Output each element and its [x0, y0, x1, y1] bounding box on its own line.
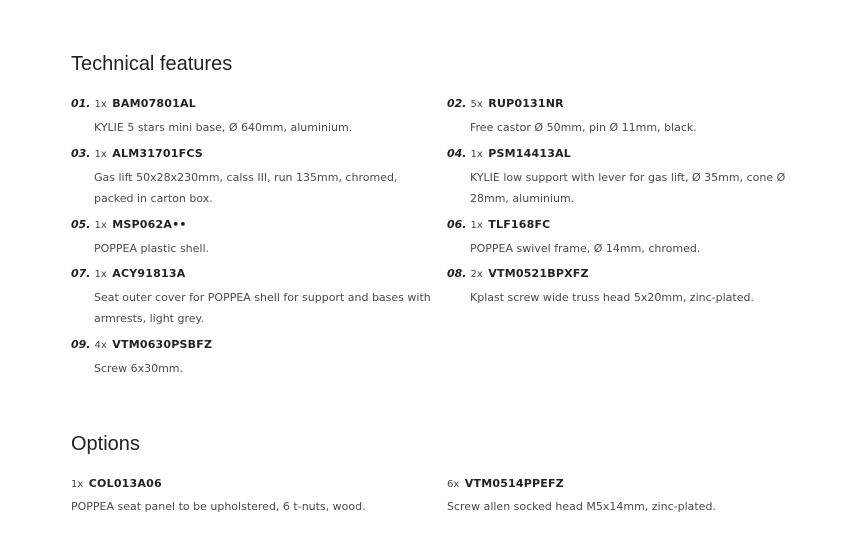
item-code: ALM31701FCS [112, 147, 203, 160]
option-description: Screw allen socked head M5x14mm, zinc-plated. [447, 500, 716, 513]
option-item [447, 476, 807, 517]
item-code: VTM0521BPXFZ [488, 267, 589, 280]
options-heading: Options [71, 433, 140, 455]
item-description: POPPEA plastic shell. [94, 242, 210, 255]
item-number: 06. [447, 218, 467, 231]
option-item [71, 476, 431, 517]
feature-item [71, 96, 431, 138]
feature-item [71, 266, 431, 329]
item-number: 08. [447, 267, 467, 280]
item-code: PSM14413AL [488, 147, 572, 160]
item-code: ACY91813A [112, 267, 186, 280]
item-quantity: 1x [470, 149, 483, 160]
item-code: MSP062A•• [112, 218, 187, 231]
item-number: 02. [447, 97, 467, 110]
feature-item [447, 96, 807, 138]
item-quantity: 5x [470, 99, 483, 110]
item-quantity: 1x [94, 149, 107, 160]
item-code: BAM07801AL [112, 97, 196, 110]
item-description: Screw 6x30mm. [94, 362, 184, 375]
item-quantity: 1x [94, 220, 107, 231]
feature-item [71, 337, 431, 379]
item-quantity: 4x [94, 340, 107, 351]
feature-item [71, 217, 431, 259]
option-code: COL013A06 [88, 477, 162, 490]
feature-item [447, 266, 807, 308]
option-quantity: 6x [447, 479, 460, 490]
item-number: 04. [447, 147, 467, 160]
item-quantity: 2x [470, 269, 483, 280]
feature-item [447, 217, 807, 259]
option-code: VTM0514PPEFZ [464, 477, 564, 490]
item-quantity: 1x [94, 99, 107, 110]
item-quantity: 1x [94, 269, 107, 280]
technical-features-heading: Technical features [71, 53, 233, 75]
item-description: Gas lift 50x28x230mm, calss III, run 135mm, chromed, packed in carton box. [94, 171, 398, 205]
item-number: 09. [71, 338, 91, 351]
item-number: 01. [71, 97, 91, 110]
item-code: RUP0131NR [488, 97, 564, 110]
item-number: 05. [71, 218, 91, 231]
option-quantity: 1x [71, 479, 84, 490]
item-description: POPPEA swivel frame, Ø 14mm, chromed. [470, 242, 701, 255]
item-number: 07. [71, 267, 91, 280]
item-code: TLF168FC [488, 218, 551, 231]
item-description: KYLIE low support with lever for gas lift, Ø 35mm, cone Ø 28mm, aluminium. [470, 171, 786, 205]
option-description: POPPEA seat panel to be upholstered, 6 t-nuts, wood. [71, 500, 366, 513]
item-code: VTM0630PSBFZ [112, 338, 213, 351]
feature-item [447, 146, 807, 209]
item-description: Free castor Ø 50mm, pin Ø 11mm, black. [470, 121, 697, 134]
item-quantity: 1x [470, 220, 483, 231]
item-description: KYLIE 5 stars mini base, Ø 640mm, aluminium. [94, 121, 353, 134]
item-number: 03. [71, 147, 91, 160]
item-description: Seat outer cover for POPPEA shell for support and bases with armrests, light grey. [94, 291, 431, 325]
feature-item [71, 146, 431, 209]
item-description: Kplast screw wide truss head 5x20mm, zinc-plated. [470, 291, 754, 304]
